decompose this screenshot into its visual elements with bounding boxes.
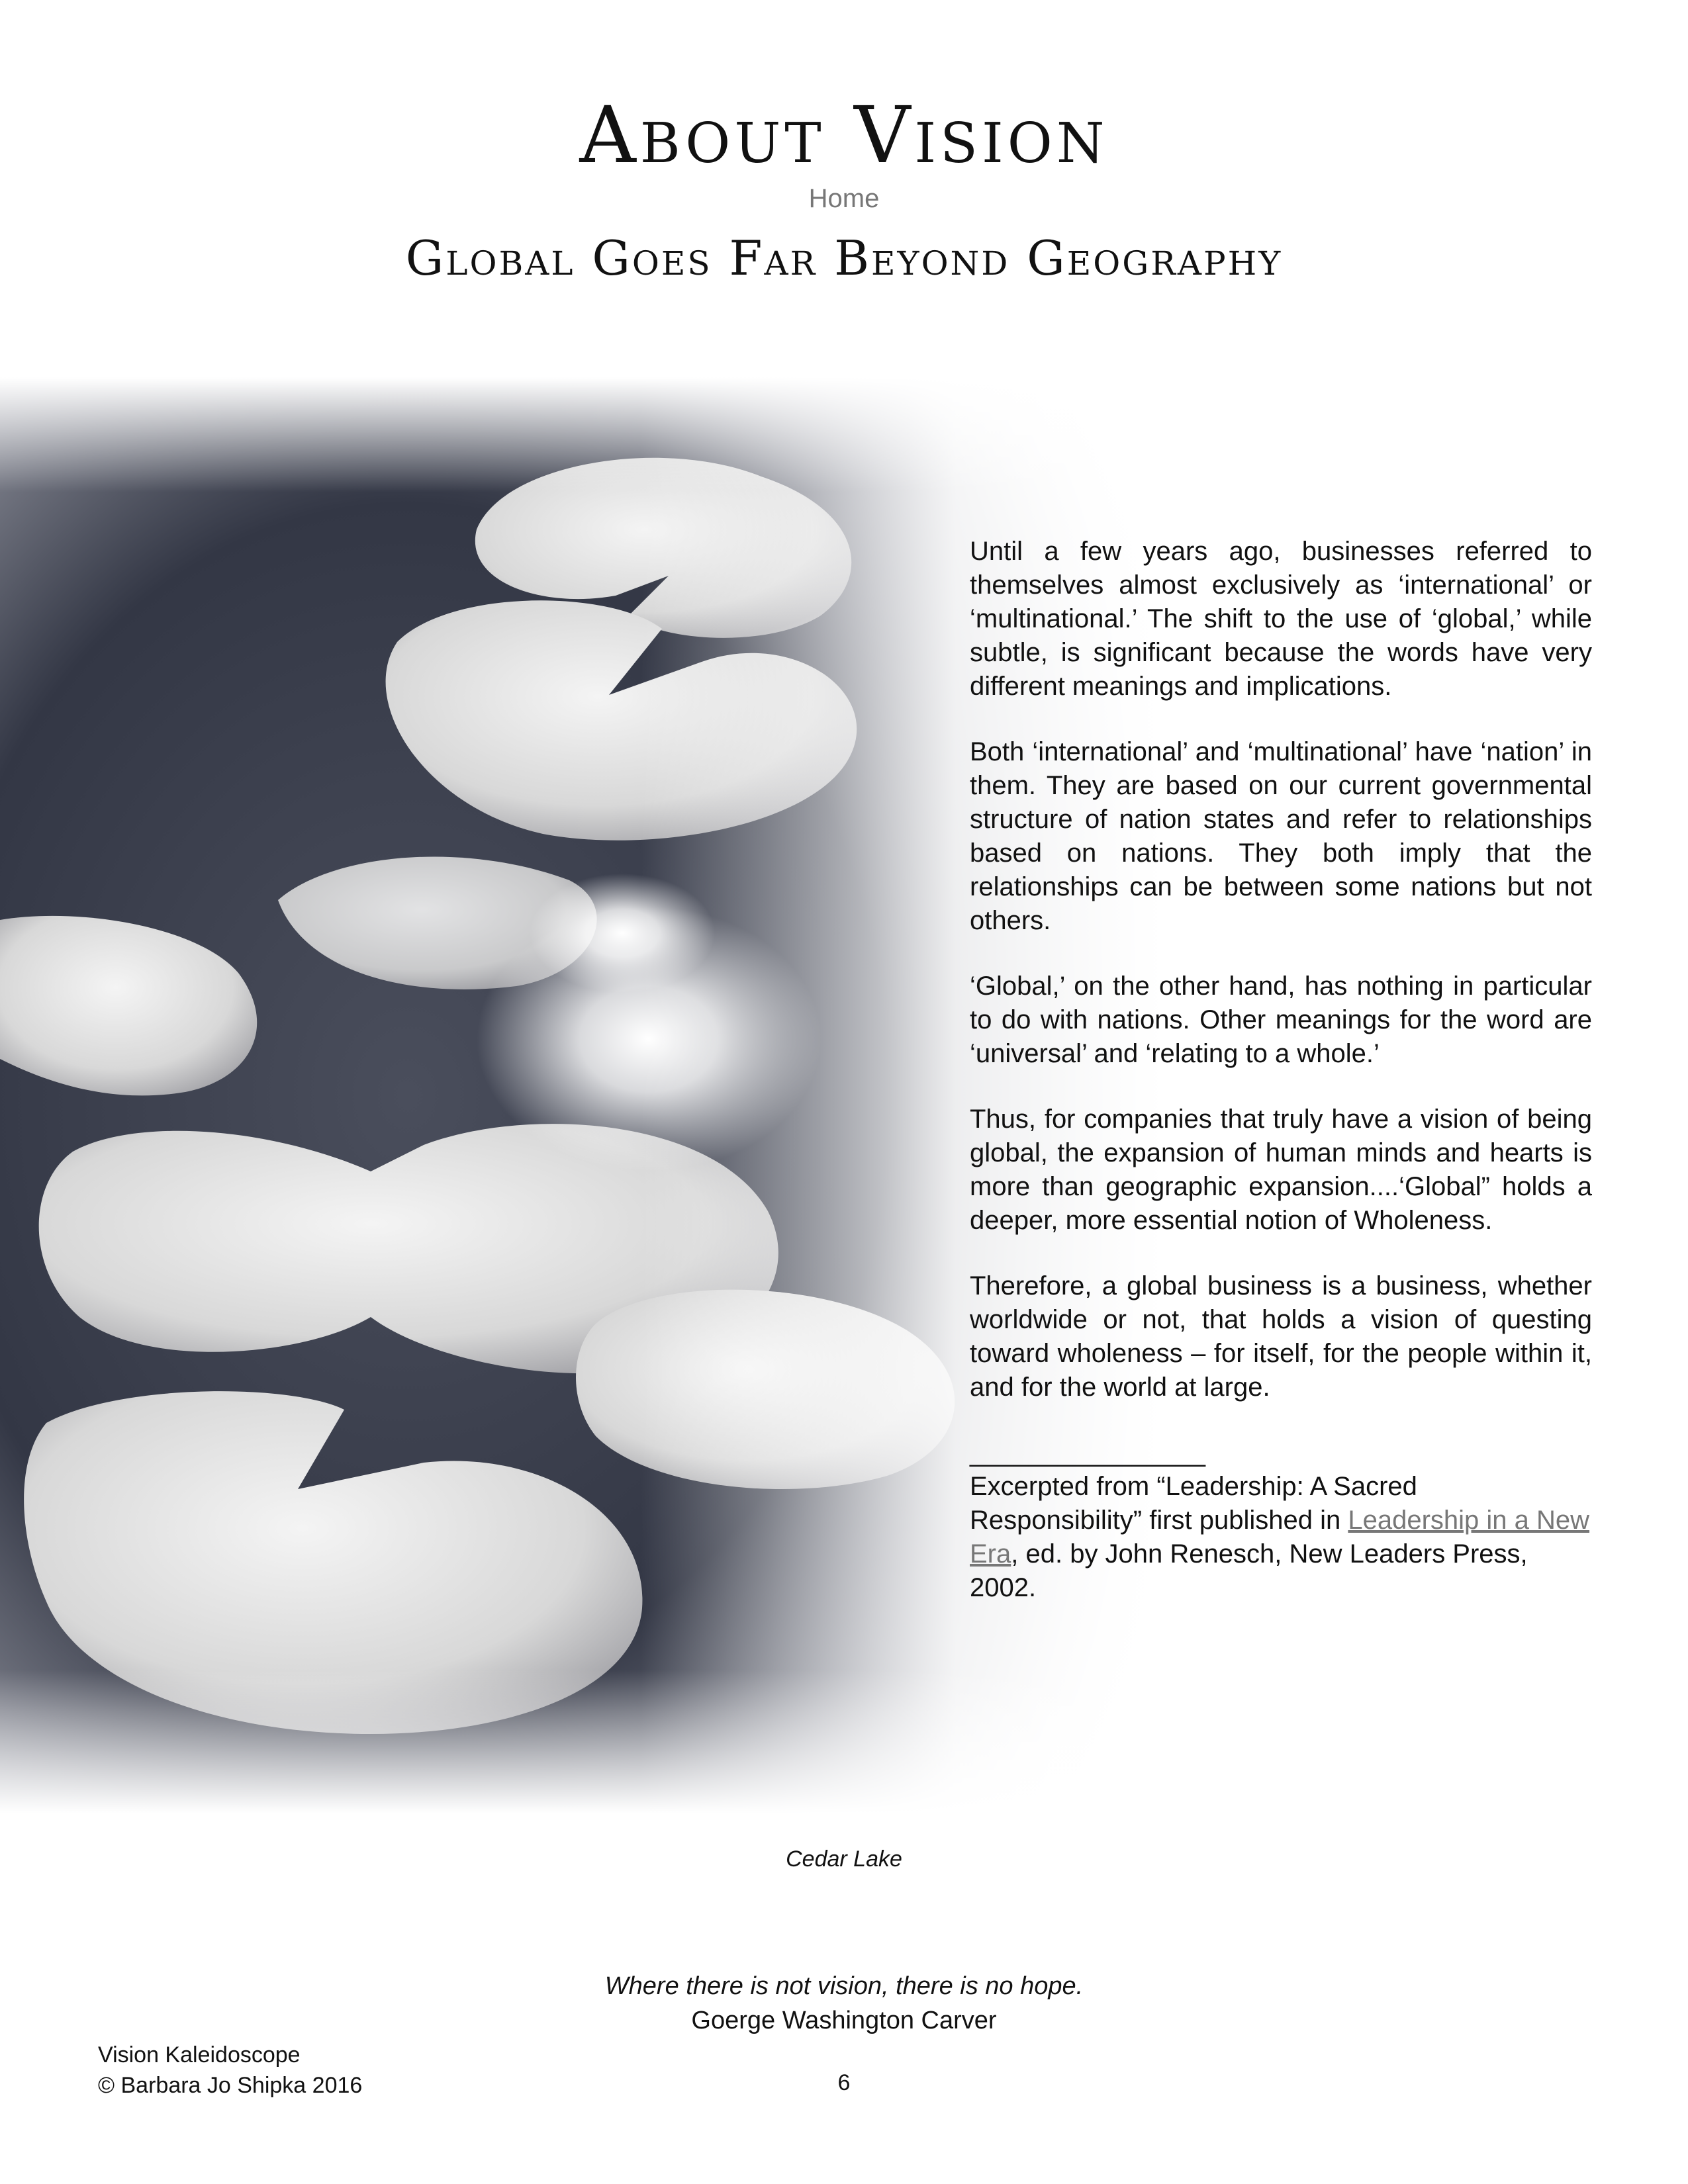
article-paragraph: Both ‘international’ and ‘multinational’ have ‘nation’ in them. They are based on our current governmental structure of nation states and refer to relationships based on nations. They both imply that the relationships can be between some nations but not others. bbox=[970, 737, 1592, 935]
article-paragraph: Therefore, a global business is a business, whether worldwide or not, that holds a vision of questing toward wholeness – for itself, for the people within it, and for the world at large. bbox=[970, 1271, 1592, 1402]
home-link[interactable]: Home bbox=[808, 184, 880, 213]
source-citation bbox=[970, 1470, 1592, 1605]
quote-text: Where there is not vision, there is no hope. bbox=[604, 1972, 1084, 2000]
article-paragraph: Thus, for companies that truly have a vision of being global, the expansion of human minds and hearts is more than geographic expansion....‘Global” holds a deeper, more essential notion of Wholeness. bbox=[970, 1105, 1592, 1235]
source-prefix: Excerpted from “Leadership: A Sacred Responsibility” first published in bbox=[970, 1472, 1417, 1535]
article-paragraph: ‘Global,’ on the other hand, has nothing in particular to do with nations. Other meanings for the word are ‘universal’ and ‘relating to a whole.’ bbox=[970, 972, 1592, 1068]
source-suffix: , ed. by John Renesch, New Leaders Press, 2002. bbox=[970, 1539, 1528, 1602]
book-title: Vision Kaleidoscope bbox=[98, 2042, 301, 2068]
page-number: 6 bbox=[837, 2070, 851, 2095]
article-body bbox=[970, 535, 1592, 1605]
source-separator: ________________ bbox=[970, 1438, 1205, 1467]
section-subtitle: Global Goes Far Beyond Geography bbox=[405, 230, 1283, 286]
article-paragraph: Until a few years ago, businesses referred to themselves almost exclusively as ‘international’ or ‘multinational.’ The shift to the use of ‘global,’ while subtle, is significant because the words have very different meanings and implications. bbox=[970, 537, 1592, 701]
book-link[interactable]: Leadership in a New Era bbox=[970, 1506, 1590, 1569]
copyright-notice: © Barbara Jo Shipka 2016 bbox=[98, 2073, 363, 2098]
page-title: About Vision bbox=[579, 89, 1109, 181]
quote-author: Goerge Washington Carver bbox=[691, 2007, 997, 2034]
photo-caption: Cedar Lake bbox=[786, 1846, 902, 1872]
